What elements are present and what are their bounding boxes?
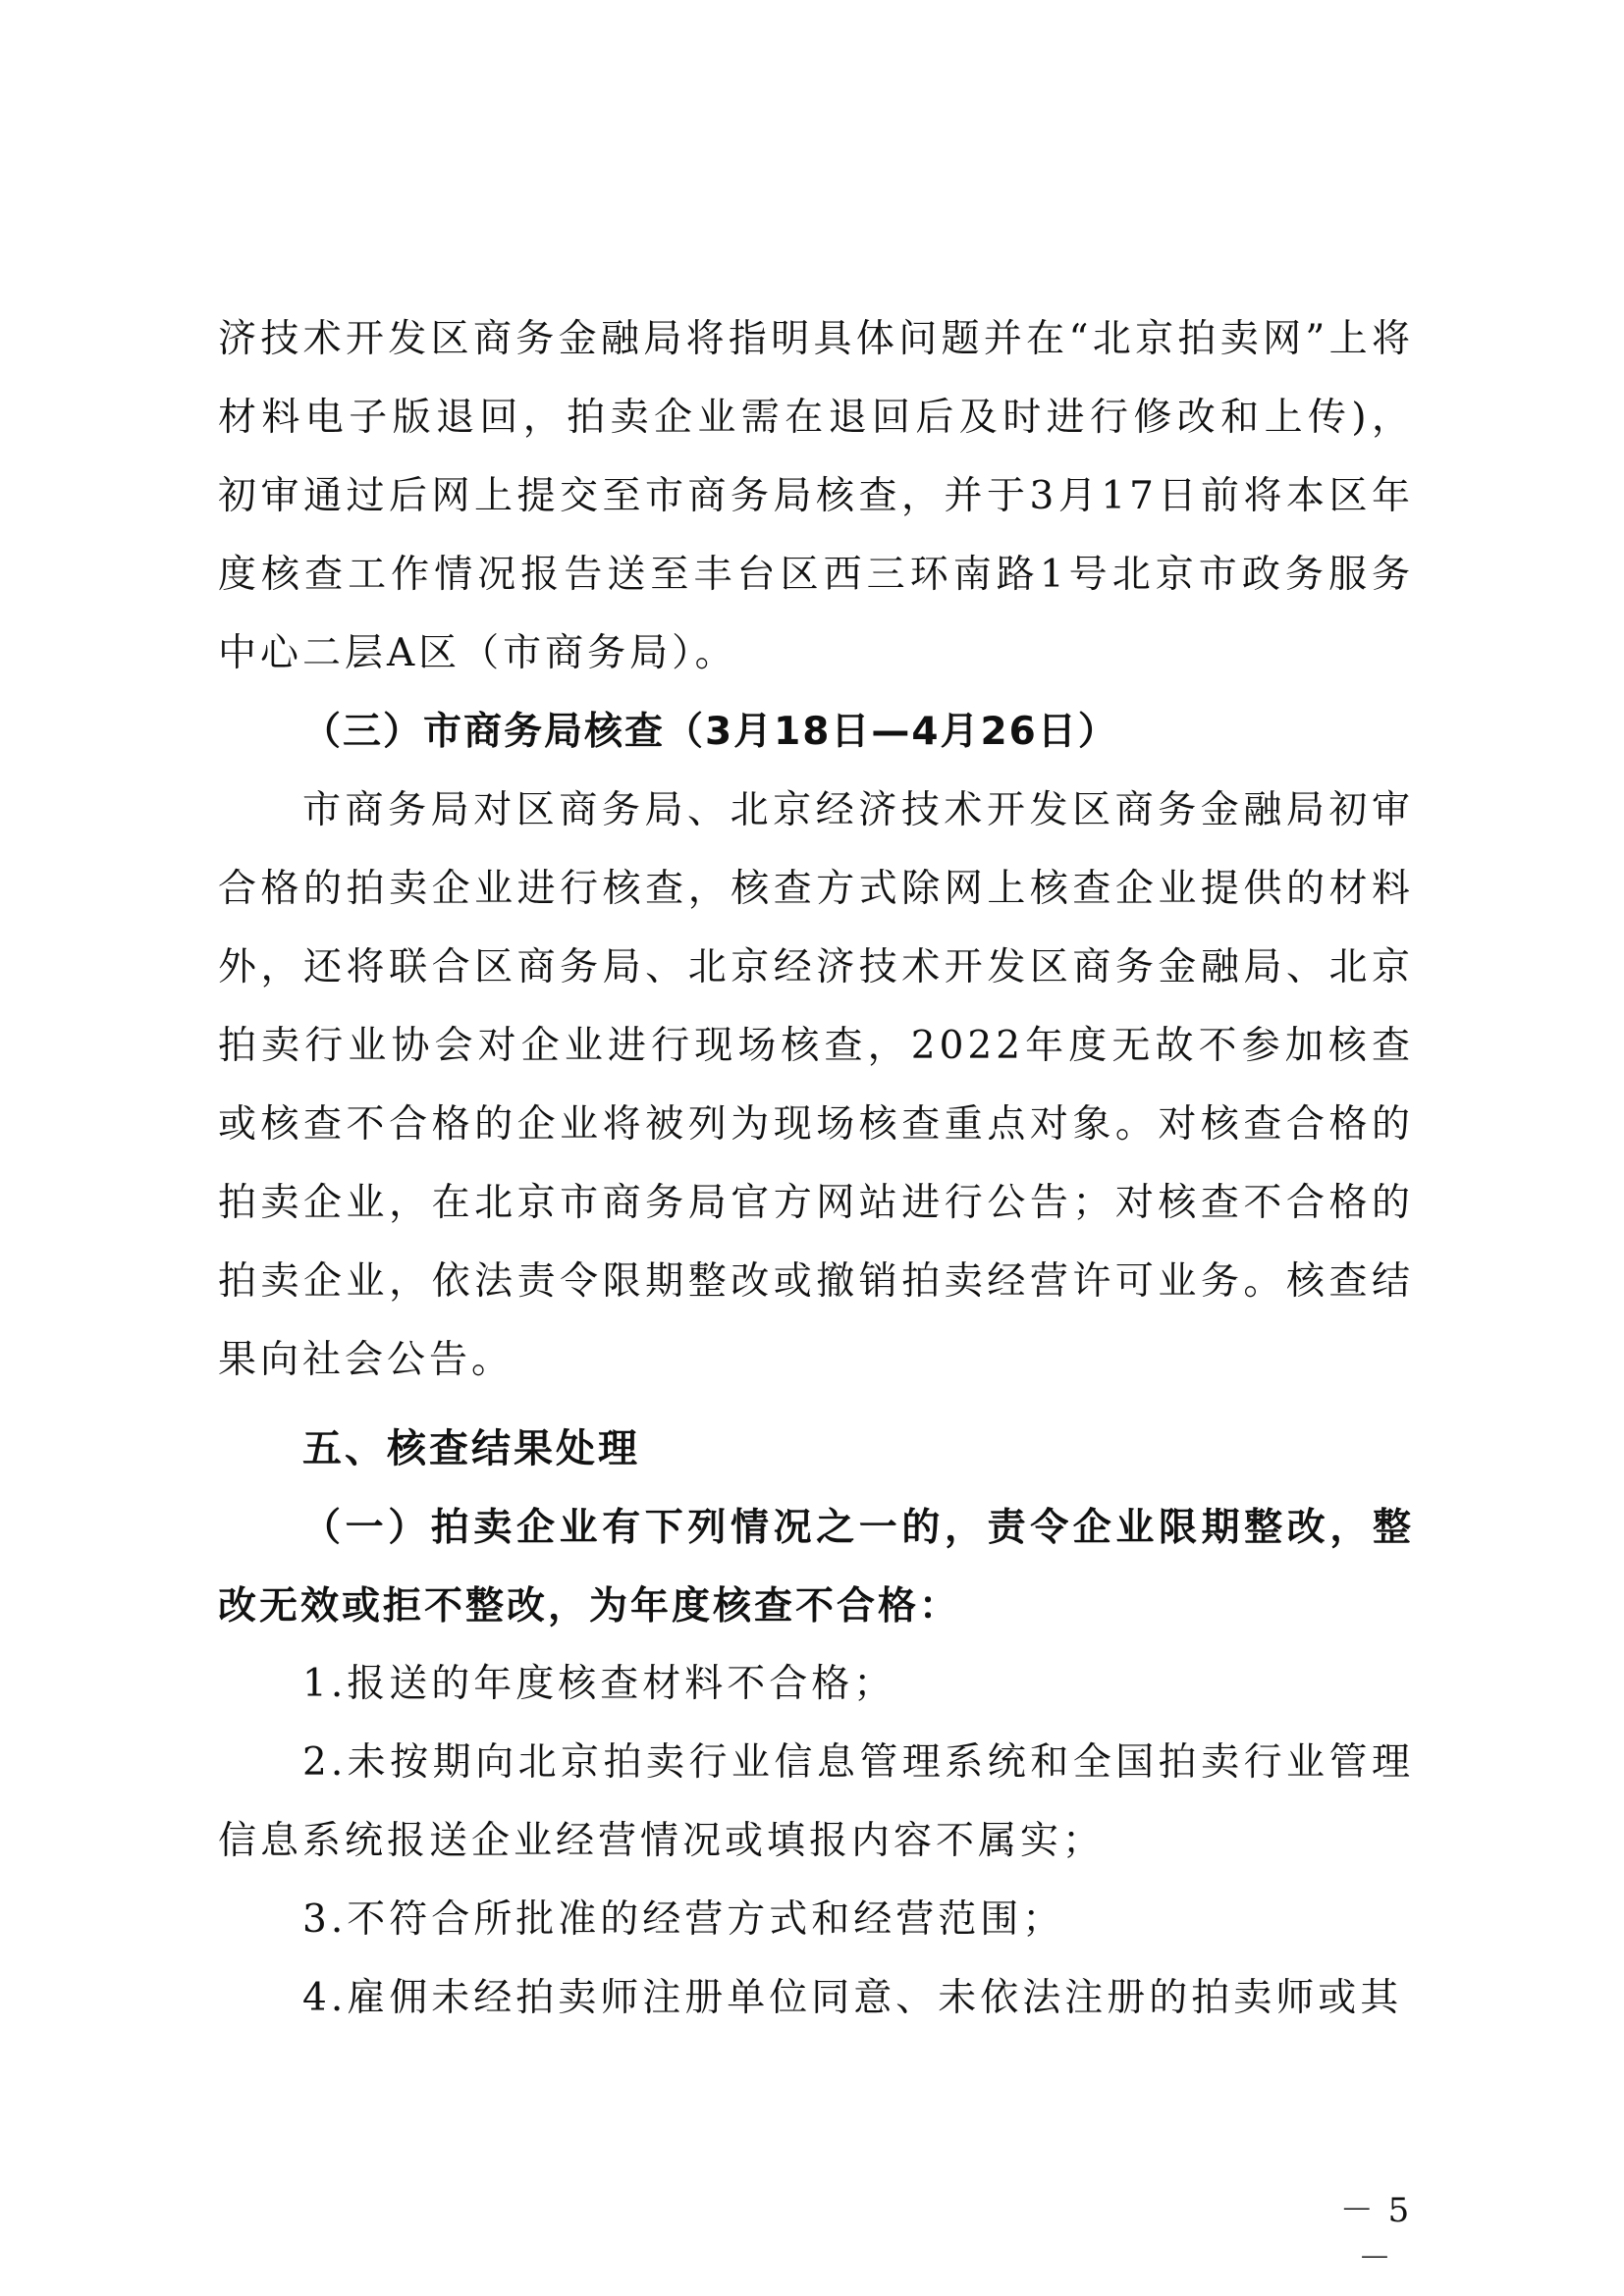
paragraph-continuation: 济技术开发区商务金融局将指明具体问题并在“北京拍卖网”上将材料电子版退回，拍卖企业需在退回后及时进行修改和上传)，初审通过后网上提交至市商务局核查，并于3月17日前将本区年度核查工作情况报告送至丰台区西三环南路1号北京市政务服务中心二层A区（市商务局）。 (218, 317, 1414, 675)
subsection-heading-3: （三）市商务局核查（3月18日—4月26日） (302, 710, 1118, 754)
list-item-3: 3.不符合所批准的经营方式和经营范围； (302, 1897, 1065, 1942)
document-body (218, 300, 1414, 2038)
list-item-4: 4.雇佣未经拍卖师注册单位同意、未依法注册的拍卖师或其 (302, 1976, 1403, 2020)
list-item-2: 2.未按期向北京拍卖行业信息管理系统和全国拍卖行业管理信息系统报送企业经营情况或填报内容不属实； (218, 1740, 1414, 1863)
list-item-1: 1.报送的年度核查材料不合格； (302, 1662, 896, 1706)
page-number: － 5 － (1339, 2191, 1412, 2278)
paragraph-review: 市商务局对区商务局、北京经济技术开发区商务金融局初审合格的拍卖企业进行核查，核查方式除网上核查企业提供的材料外，还将联合区商务局、北京经济技术开发区商务金融局、北京拍卖行业协会对企业进行现场核查，2022年度无故不参加核查或核查不合格的企业将被列为现场核查重点对象。对核查合格的拍卖企业，在北京市商务局官方网站进行公告；对核查不合格的拍卖企业，依法责令限期整改或撤销拍卖经营许可业务。核查结果向社会公告。 (218, 788, 1414, 1382)
subsection-heading-1: （一）拍卖企业有下列情况之一的，责令企业限期整改，整改无效或拒不整改，为年度核查不合格： (218, 1505, 1414, 1629)
section-heading-5: 五、核查结果处理 (302, 1426, 640, 1471)
